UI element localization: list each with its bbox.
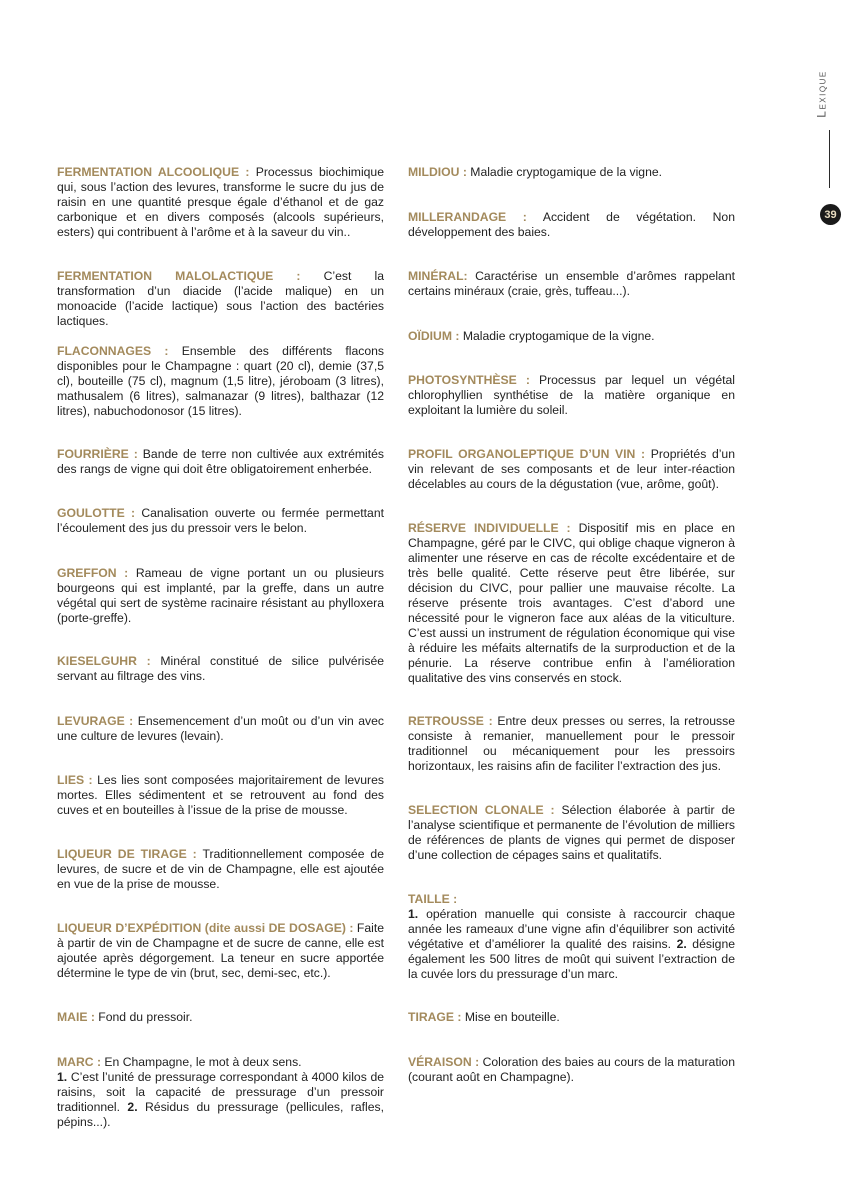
- sense-number: 1.: [408, 907, 419, 921]
- glossary-entry: [57, 165, 384, 240]
- entry-term: MINÉRAL:: [408, 269, 468, 283]
- glossary-entry: [408, 521, 735, 686]
- entry-definition: Sélection élaborée à partir de l’analyse scientifique et permanente de l’évolution de milliers de références de plants de vignes qui permet de disposer d’une collection de cépages sains et qualitatifs.: [408, 803, 736, 862]
- glossary-entry: [57, 344, 384, 419]
- entry-term: MILLERANDAGE :: [408, 210, 527, 224]
- sense-text: désigne également les 500 litres de moût qui suivent l’extraction de la cuvée lors du pressurage d’un marc.: [408, 937, 735, 981]
- entry-term: TAILLE :: [408, 892, 458, 906]
- entry-term: MILDIOU :: [408, 165, 467, 179]
- entry-definition: Faite à partir de vin de Champagne et de sucre de canne, elle est ajoutée après dégorgement. La teneur en sucre apportée détermine le type de vin (brut, sec, demi-sec, etc.).: [57, 921, 385, 980]
- glossary-entry: [408, 1010, 735, 1025]
- glossary-entry: [57, 921, 384, 981]
- glossary-entry: [57, 269, 384, 329]
- entry-term: GOULOTTE :: [57, 506, 136, 520]
- entry-definition: Accident de végétation. Non développement des baies.: [408, 210, 735, 239]
- entry-term: SELECTION CLONALE :: [408, 803, 555, 817]
- entry-definition: Processus par lequel un végétal chlorophyllien synthétise de la matière organique en exploitant la lumière du soleil.: [408, 373, 735, 417]
- entry-term: MAIE :: [57, 1010, 95, 1024]
- entry-definition: Maladie cryptogamique de la vigne.: [466, 165, 663, 179]
- glossary-entry: [57, 506, 384, 536]
- entry-term: RETROUSSE :: [408, 714, 493, 728]
- entry-term: FOURRIÈRE :: [57, 447, 138, 461]
- sense-number: 1.: [57, 1070, 68, 1084]
- entry-definition: Coloration des baies au cours de la maturation (courant août en Champagne).: [408, 1055, 735, 1084]
- entry-definition: Caractérise un ensemble d’arômes rappelant certains minéraux (craie, grès, tuffeau...).: [408, 269, 735, 298]
- glossary-entry: [408, 892, 735, 982]
- glossary-entry: [57, 1010, 384, 1025]
- glossary-entry: [408, 165, 735, 180]
- glossary-entry: [57, 847, 384, 892]
- entry-term: KIESELGUHR :: [57, 654, 151, 668]
- sense-text: opération manuelle qui consiste à raccourcir chaque année les rameaux d’une vigne afin d’équilibrer son activité végétative et d’améliorer la qualité des raisins.: [408, 907, 735, 951]
- glossary-entry: [408, 447, 735, 492]
- entry-definition: Canalisation ouverte ou fermée permettant l’écoulement des jus du pressoir vers le belon.: [57, 506, 384, 535]
- entry-term: PROFIL ORGANOLEPTIQUE D’UN VIN :: [408, 447, 646, 461]
- entry-definition: Ensemencement d’un moût ou d’un vin avec une culture de levures (levain).: [57, 714, 384, 743]
- sense-text: C’est l’unité de pressurage correspondant à 4000 kilos de raisins, soit la capacité de pressurage d’un pressoir traditionnel.: [57, 1070, 384, 1114]
- page-number: 39: [824, 208, 837, 221]
- section-title-text: Lexique: [815, 70, 829, 118]
- entry-term: VÉRAISON :: [408, 1055, 480, 1069]
- entry-definition: Les lies sont composées majoritairement de levures mortes. Elles sédimentent et se retrouvent au fond des cuves et en bouteilles à l’issue de la prise de mousse.: [57, 773, 384, 817]
- entry-definition: Traditionnellement composée de levures, de sucre et de vin de Champagne, elle est ajoutée en vue de la prise de mousse.: [57, 847, 384, 891]
- sense-number: 2.: [127, 1100, 138, 1114]
- entry-term: MARC :: [57, 1055, 102, 1069]
- entry-definition: Maladie cryptogamique de la vigne.: [459, 329, 655, 343]
- entry-term: LIES :: [57, 773, 93, 787]
- entry-definition: Processus biochimique qui, sous l’action des levures, transforme le sucre du jus de raisin en une quantité presque égale d’éthanol et de gaz carbonique et en divers composés (alcools supérieurs, esters) qui contribuent à l’arôme et à la saveur du vin..: [57, 165, 384, 239]
- entry-term: OÏDIUM :: [408, 329, 460, 343]
- glossary-entry: [408, 714, 735, 774]
- sense-number: 2.: [676, 937, 687, 951]
- entry-term: LIQUEUR DE TIRAGE :: [57, 847, 197, 861]
- glossary-entry: [408, 373, 735, 418]
- entry-definition: Mise en bouteille.: [461, 1010, 560, 1024]
- page-number-badge: [820, 204, 841, 225]
- glossary-entry: [57, 447, 384, 477]
- entry-definition: Dispositif mis en place en Champagne, géré par le CIVC, qui oblige chaque vigneron à alimenter une réserve en cas de récolte excédentaire et de très belle qualité. Cette réserve peut être libérée, sur décision du CIVC, pour pallier une mauvaise récolte. La réserve présente trois avantages. C’est d’abord une nécessité pour le vigneron face aux aléas de la viticulture. C’est aussi un instrument de régulation économique qui vise à réduire les méfaits alternatifs de la surproduction et de la pénurie. La réserve contribue enfin à l’amélioration qualitative des vins conservés en stock.: [408, 521, 735, 685]
- entry-term: FERMENTATION MALOLACTIQUE :: [57, 269, 301, 283]
- glossary-entry: [57, 1055, 384, 1130]
- entry-definition: Propriétés d’un vin relevant de ses composants et de leur inter-réaction décelables au cours de la dégustation (vue, arôme, goût).: [408, 447, 735, 491]
- entry-term: FERMENTATION ALCOOLIQUE :: [57, 165, 250, 179]
- entry-definition: Bande de terre non cultivée aux extrémités des rangs de vigne qui doit être obligatoirement enherbée.: [57, 447, 384, 476]
- entry-definition: En Champagne, le mot à deux sens.: [101, 1055, 302, 1069]
- sense-text: Résidus du pressurage (pellicules, rafles, pépins...).: [57, 1100, 384, 1129]
- section-rule: [829, 130, 830, 188]
- entry-definition: Rameau de vigne portant un ou plusieurs bourgeons qui est implanté, par la greffe, dans un autre végétal qui sert de système racinaire résistant au phylloxera (porte-greffe).: [57, 566, 384, 625]
- glossary-entry: [408, 1055, 735, 1085]
- entry-definition: C’est la transformation d’un diacide (l’acide malique) en un monoacide (l’acide lactique) sous l’action des bactéries lactiques.: [57, 269, 384, 328]
- glossary-entry: [57, 654, 384, 684]
- glossary-entry: [408, 803, 735, 863]
- entry-term: GREFFON :: [57, 566, 129, 580]
- glossary-entry: [57, 714, 384, 744]
- entry-term: TIRAGE :: [408, 1010, 462, 1024]
- entry-definition: Minéral constitué de silice pulvérisée servant au filtrage des vins.: [57, 654, 384, 683]
- glossary-entry: [57, 773, 384, 818]
- entry-term: LIQUEUR D’EXPÉDITION (dite aussi DE DOSAGE) :: [57, 921, 354, 935]
- glossary-entry: [408, 210, 735, 240]
- entry-definition: Entre deux presses ou serres, la retrousse consiste à remanier, manuellement pour le pressoir traditionnel ou mécaniquement pour les pressoirs horizontaux, les raisins afin de faciliter l’extraction des jus.: [408, 714, 735, 773]
- glossary-entry: [408, 269, 735, 299]
- section-title: [808, 64, 836, 124]
- entry-term: LEVURAGE :: [57, 714, 134, 728]
- glossary-entry: [57, 566, 384, 626]
- glossary-entry: [408, 329, 735, 344]
- entry-definition: Fond du pressoir.: [94, 1010, 193, 1024]
- entry-term: PHOTOSYNTHÈSE :: [408, 373, 530, 387]
- entry-definition: Ensemble des différents flacons disponibles pour le Champagne : quart (20 cl), demie (37,5 cl), bouteille (75 cl), magnum (1,5 litre), jéroboam (3 litres), mathusalem (6 litres), salmanazar (9 litres), balthazar (12 litres), nabuchodonosor (15 litres).: [57, 344, 384, 418]
- entry-term: FLACONNAGES :: [57, 344, 169, 358]
- entry-term: RÉSERVE INDIVIDUELLE :: [408, 521, 571, 535]
